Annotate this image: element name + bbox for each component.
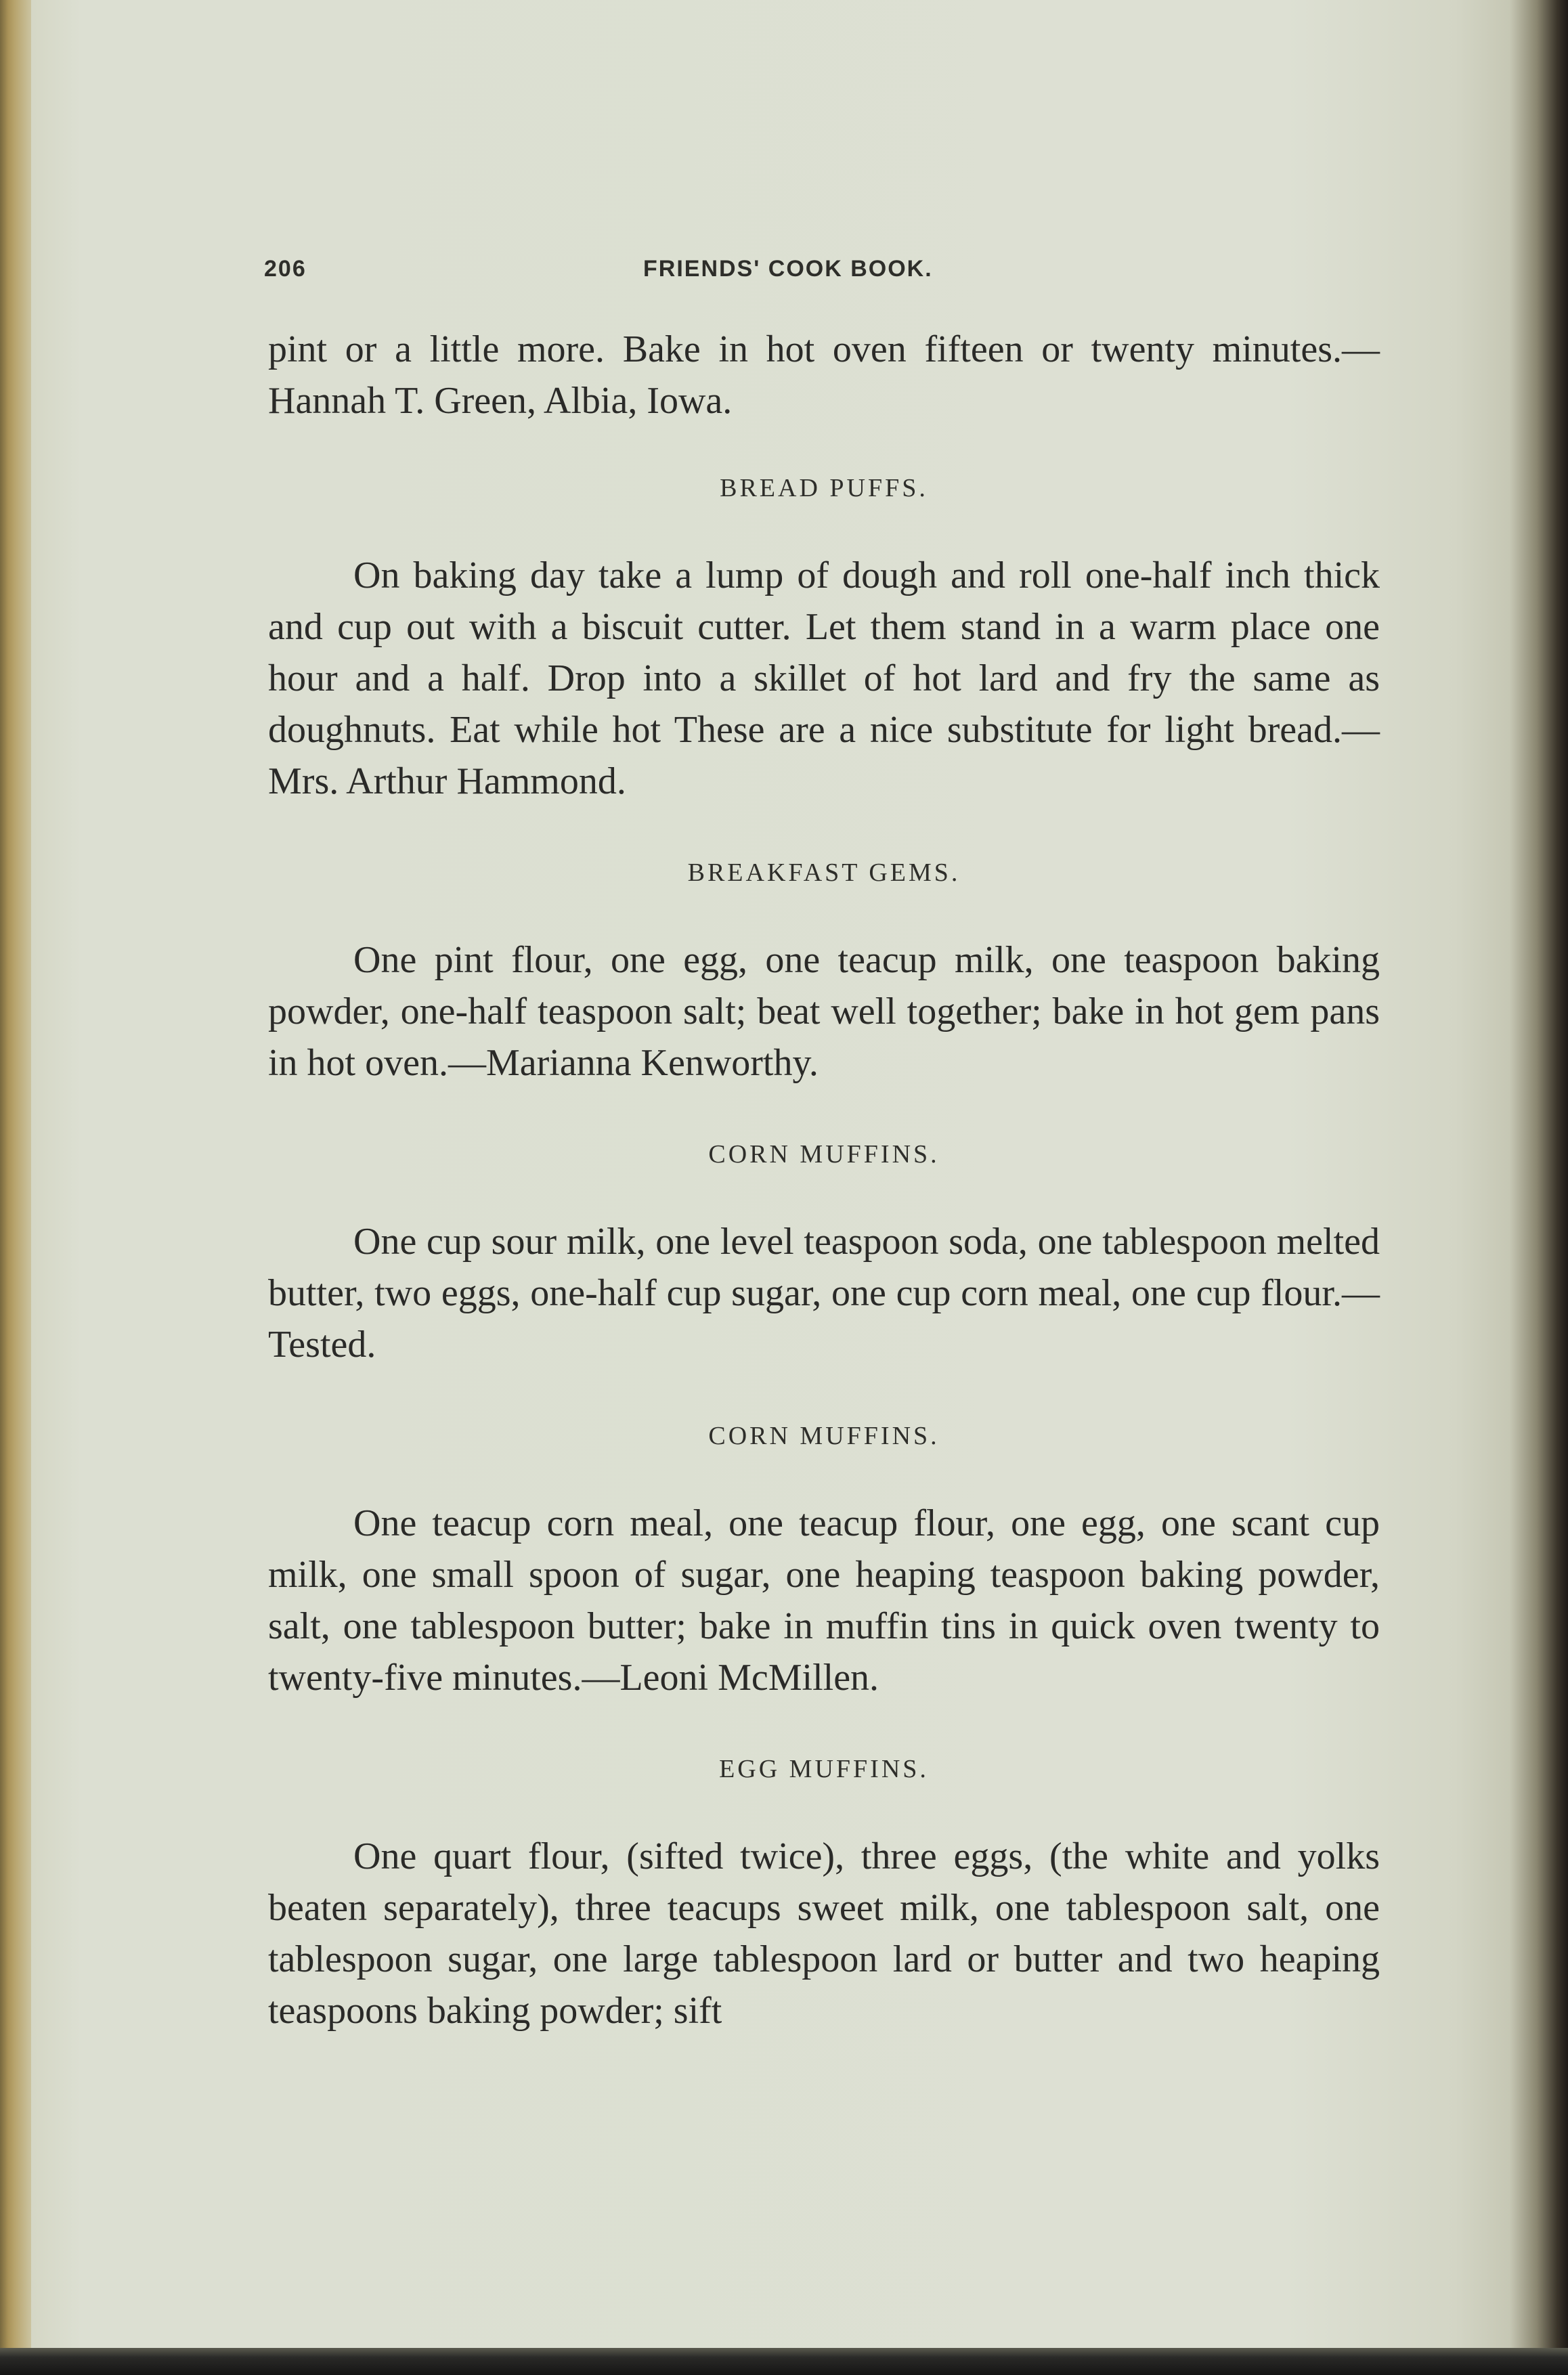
recipe-title-corn-muffins-2: CORN MUFFINS. xyxy=(708,1422,940,1450)
recipe-title-corn-muffins-1: CORN MUFFINS. xyxy=(708,1140,940,1169)
recipe-title-breakfast-gems: BREAKFAST GEMS. xyxy=(687,858,961,887)
recipe-text-bread-puffs: On baking day take a lump of dough and roll one-half inch thick and cup out with a biscuit cutter. Let them stand in a warm place one hour and a half. Drop into a skillet of hot lard and fry the same as doughnuts. Eat while hot These are a nice substitute for light bread.—Mrs. Arthur Hammond. xyxy=(268,554,1380,802)
page-number: 206 xyxy=(264,256,307,282)
page-bottom-edge xyxy=(0,2348,1568,2375)
page-header xyxy=(264,256,1381,290)
page-body xyxy=(268,324,1380,2036)
running-title: FRIENDS' COOK BOOK. xyxy=(643,256,933,282)
recipe-title-bread-puffs: BREAD PUFFS. xyxy=(720,474,928,502)
continuation-paragraph: pint or a little more. Bake in hot oven fifteen or twenty minutes.—Hannah T. Green, Albia, Iowa. xyxy=(268,328,1380,422)
recipe-text-corn-muffins-1: One cup sour milk, one level teaspoon soda, one tablespoon melted butter, two eggs, one-half cup sugar, one cup corn meal, one cup flour.—Tested. xyxy=(268,1221,1380,1366)
recipe-text-breakfast-gems: One pint flour, one egg, one teacup milk, one teaspoon baking powder, one-half teaspoon salt; beat well together; bake in hot gem pans in hot oven.—Marianna Kenworthy. xyxy=(268,939,1380,1084)
book-spine-edge xyxy=(0,0,31,2375)
recipe-text-egg-muffins: One quart flour, (sifted twice), three eggs, (the white and yolks beaten separately), three teacups sweet milk, one tablespoon salt, one tablespoon sugar, one large tablespoon lard or butter and two heaping teaspoons baking powder; sift xyxy=(268,1835,1380,2032)
recipe-text-corn-muffins-2: One teacup corn meal, one teacup flour, one egg, one scant cup milk, one small spoon of sugar, one heaping teaspoon baking powder, salt, one tablespoon butter; bake in muffin tins in quick oven twenty to twenty-five minutes.—Leoni McMillen. xyxy=(268,1502,1380,1699)
recipe-title-egg-muffins: EGG MUFFINS. xyxy=(719,1755,929,1783)
